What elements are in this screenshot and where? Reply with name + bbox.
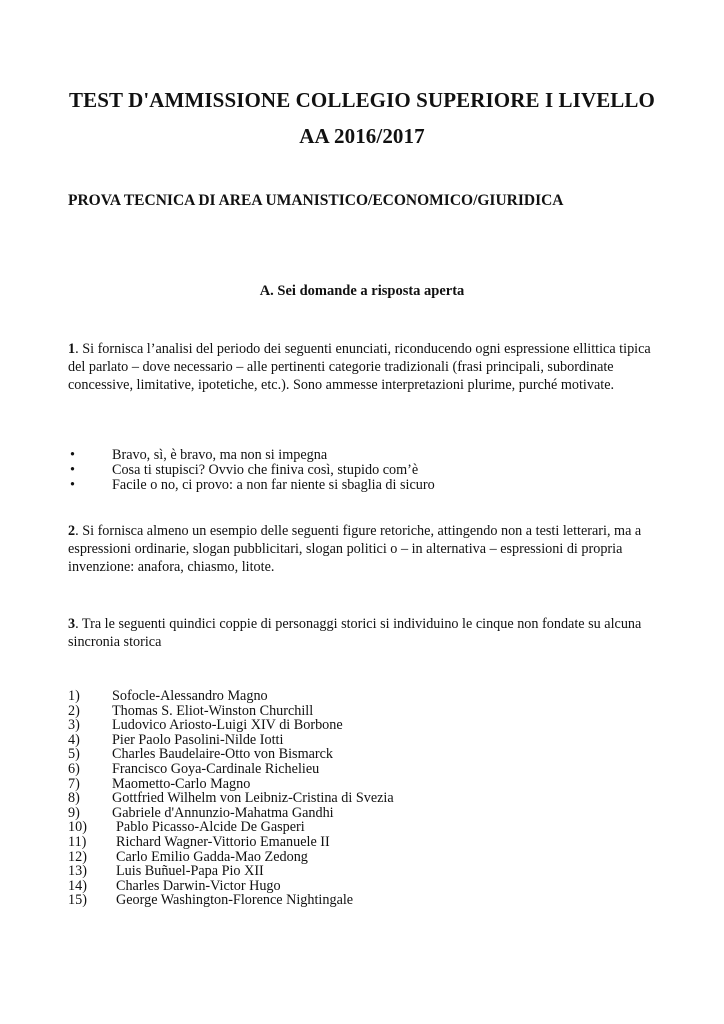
- list-item-text: Gabriele d'Annunzio-Mahatma Gandhi: [112, 804, 334, 821]
- list-item-text: Ludovico Ariosto-Luigi XIV di Borbone: [112, 717, 343, 734]
- list-item: [68, 463, 435, 478]
- list-item-number: 7): [68, 775, 80, 792]
- list-item-text: Gottfried Wilhelm von Leibniz-Cristina di Svezia: [112, 790, 394, 807]
- list-item-number: 13): [68, 863, 87, 880]
- bullet-icon: •: [70, 462, 75, 478]
- historical-pairs-list: [68, 689, 394, 908]
- list-item: [68, 448, 435, 463]
- question-text: . Tra le seguenti quindici coppie di personaggi storici si individuino le cinque non fondate su alcuna sincronia storica: [68, 616, 642, 650]
- question-1: [68, 340, 658, 394]
- section-heading: A. Sei domande a risposta aperta: [259, 283, 465, 299]
- question-2: [68, 522, 658, 576]
- list-item-text: Sofocle-Alessandro Magno: [112, 688, 268, 704]
- list-item: [68, 762, 394, 777]
- list-item: [68, 893, 394, 908]
- list-item: [68, 864, 394, 879]
- bullet-list: [68, 448, 435, 493]
- list-item-number: 6): [68, 760, 80, 777]
- question-number: 2: [68, 523, 76, 539]
- list-item: [68, 747, 394, 762]
- question-number: 3: [68, 616, 76, 632]
- list-item-number: 14): [68, 877, 87, 894]
- academic-year: AA 2016/2017: [299, 124, 425, 148]
- list-item-text: Francisco Goya-Cardinale Richelieu: [112, 760, 320, 777]
- document-title: TEST D'AMMISSIONE COLLEGIO SUPERIORE I LIVELLO: [69, 88, 655, 112]
- list-item: [68, 806, 394, 821]
- list-item: [68, 850, 394, 865]
- list-item-text: Charles Baudelaire-Otto von Bismarck: [112, 746, 334, 763]
- question-number: 1: [68, 341, 76, 357]
- list-item-number: 2): [68, 702, 80, 719]
- list-item: [68, 791, 394, 806]
- list-item-text: Pier Paolo Pasolini-Nilde Iotti: [112, 731, 284, 748]
- list-item-text: Carlo Emilio Gadda-Mao Zedong: [116, 848, 308, 865]
- list-item: [68, 718, 394, 733]
- list-item-number: 12): [68, 848, 87, 865]
- question-3: [68, 615, 658, 651]
- bullet-icon: •: [70, 447, 75, 463]
- list-item-text: Maometto-Carlo Magno: [112, 775, 251, 792]
- list-item-number: 9): [68, 804, 80, 821]
- list-item-text: Richard Wagner-Vittorio Emanuele II: [116, 833, 330, 850]
- list-item-number: 1): [68, 688, 80, 704]
- list-item-number: 5): [68, 746, 80, 763]
- list-item: [68, 478, 435, 493]
- list-item-text: Pablo Picasso-Alcide De Gasperi: [116, 819, 305, 836]
- question-text: . Si fornisca almeno un esempio delle seguenti figure retoriche, attingendo non a testi letterari, ma a espressioni ordinarie, slogan pubblicitari, slogan politici o – in alternativa – espressioni di propria invenzione: anafora, chiasmo, litote.: [68, 523, 642, 575]
- list-item: [68, 835, 394, 850]
- list-item-number: 8): [68, 790, 80, 807]
- list-item-number: 10): [68, 819, 87, 836]
- list-item: [68, 879, 394, 894]
- list-item-text: Bravo, sì, è bravo, ma non si impegna: [112, 447, 328, 463]
- list-item: [68, 733, 394, 748]
- list-item-text: Cosa ti stupisci? Ovvio che finiva così, stupido com’è: [112, 462, 419, 478]
- list-item-text: Facile o no, ci provo: a non far niente si sbaglia di sicuro: [112, 477, 435, 493]
- bullet-icon: •: [70, 477, 75, 493]
- list-item: [68, 704, 394, 719]
- list-item: [68, 689, 394, 704]
- list-item-text: George Washington-Florence Nightingale: [116, 892, 354, 909]
- list-item-text: Thomas S. Eliot-Winston Churchill: [112, 702, 314, 719]
- list-item-number: 15): [68, 892, 87, 909]
- list-item-text: Charles Darwin-Victor Hugo: [116, 877, 281, 894]
- exam-subtitle: PROVA TECNICA DI AREA UMANISTICO/ECONOMICO/GIURIDICA: [68, 192, 564, 209]
- list-item: [68, 777, 394, 792]
- list-item-number: 11): [68, 833, 87, 850]
- list-item: [68, 820, 394, 835]
- question-text: . Si fornisca l’analisi del periodo dei seguenti enunciati, riconducendo ogni espressione ellittica tipica del parlato – dove necessario – alle pertinenti categorie tradizionali (frasi principali, subordinate concessive, limitative, ipotetiche, etc.). Sono ammesse interpretazioni plurime, purché motivate.: [68, 341, 651, 393]
- list-item-number: 4): [68, 731, 80, 748]
- list-item-text: Luis Buñuel-Papa Pio XII: [116, 863, 264, 880]
- list-item-number: 3): [68, 717, 80, 734]
